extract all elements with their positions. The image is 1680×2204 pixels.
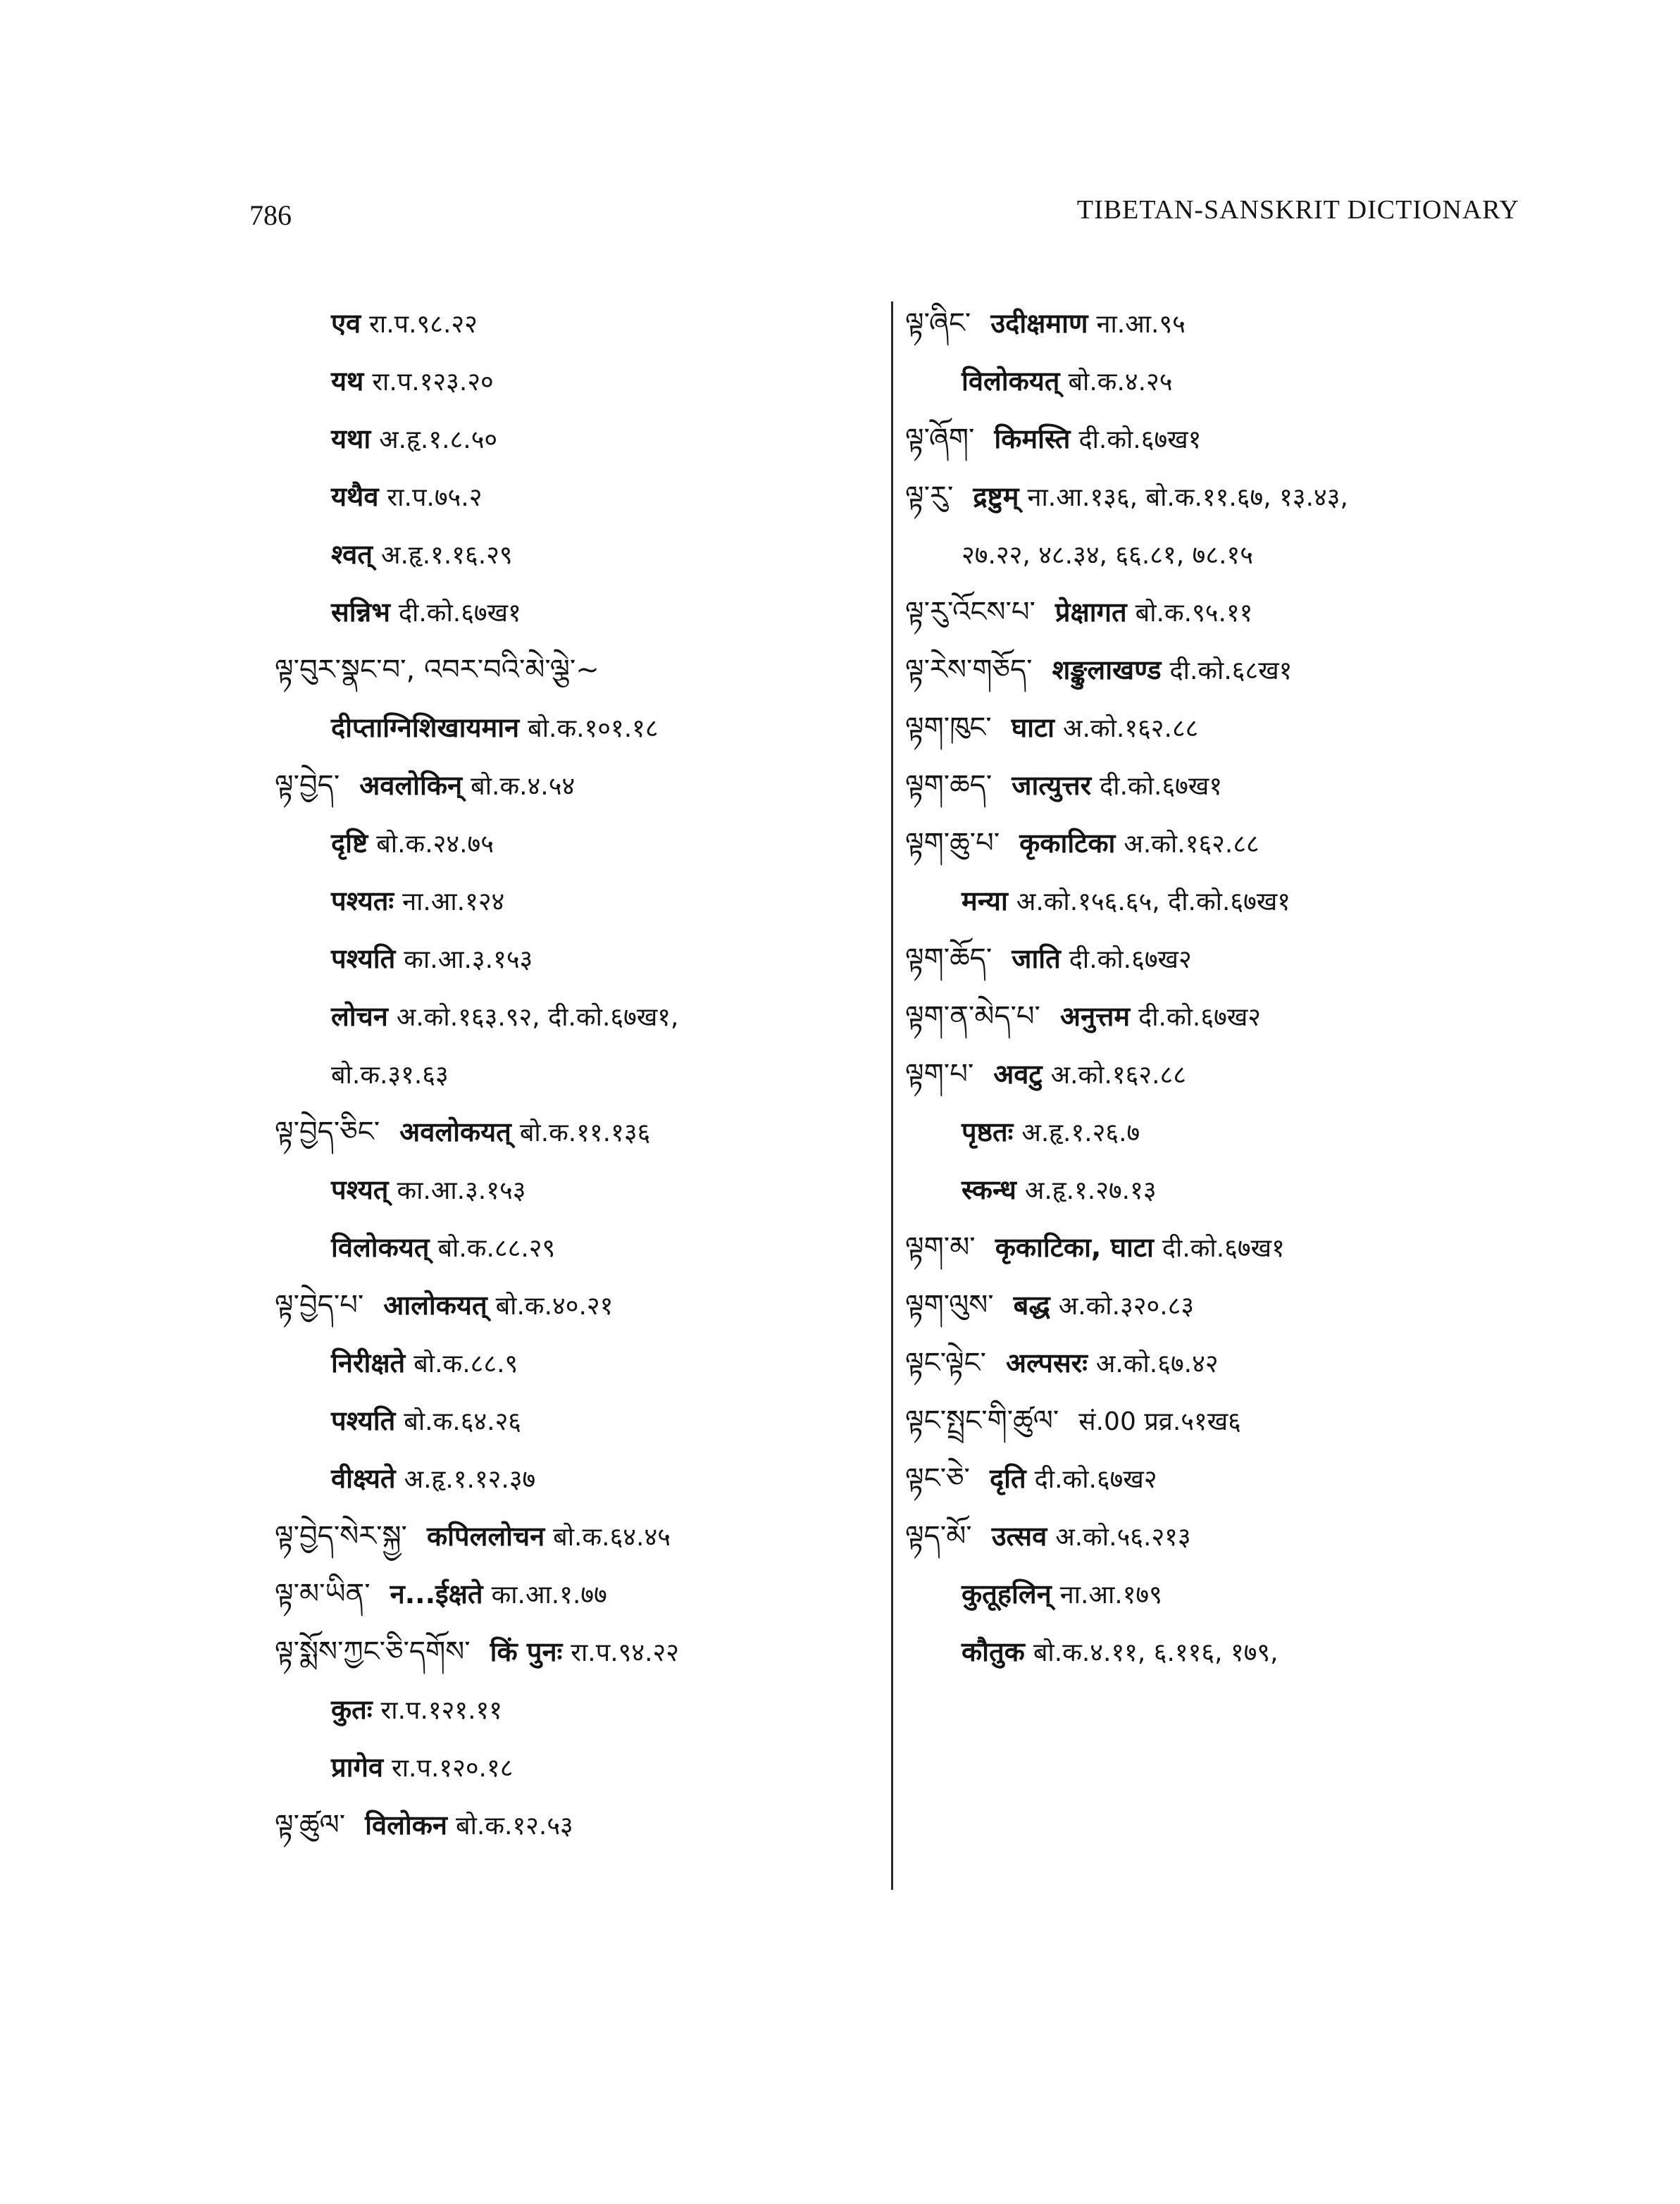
source-reference: दी.को.६७ख१ (1078, 425, 1202, 454)
dictionary-entry (905, 410, 1539, 468)
tibetan-headword: ལྟད་མོ་ (905, 1520, 972, 1552)
sanskrit-equivalent: अनुत्तम (1059, 1001, 1131, 1032)
tibetan-headword: ལྟག་ན་མེད་པ་ (905, 1000, 1040, 1033)
dictionary-entry (275, 352, 881, 410)
source-reference: रा.प.७५.२ (387, 483, 483, 512)
source-reference: बो.क.३१.६३ (331, 1061, 449, 1090)
sanskrit-equivalent: किं पुनः (490, 1636, 563, 1667)
sanskrit-equivalent: द्रष्टुम् (973, 481, 1019, 512)
dictionary-entry (275, 1103, 881, 1161)
source-reference: बो.क.४.११, ६.११६, १७९, (1033, 1638, 1278, 1667)
dictionary-entry (275, 1276, 881, 1334)
running-title: TIBETAN-SANSKRIT DICTIONARY (1076, 195, 1519, 225)
source-reference: दी.को.६७ख१ (1162, 1234, 1285, 1263)
column-divider (891, 301, 893, 1890)
dictionary-entry (275, 468, 881, 525)
source-reference: रा.प.१२१.११ (380, 1696, 502, 1725)
sanskrit-equivalent: कुतः (331, 1694, 373, 1725)
dictionary-entry (905, 1276, 1539, 1334)
tibetan-headword: ལྟ་བུར་སྣང་བ་, འབར་བའི་མེ་ལྕེ་~ (275, 654, 599, 686)
source-reference: रा.प.९४.२२ (571, 1638, 679, 1667)
sanskrit-equivalent: पश्यत् (331, 1174, 389, 1205)
tibetan-headword: ལྟག་ཁུང་ (905, 711, 992, 744)
source-reference: का.आ.१.७७ (491, 1581, 607, 1610)
dictionary-entry (905, 468, 1539, 525)
source-reference: का.आ.३.१५३ (404, 945, 533, 974)
tibetan-headword: ལྟ་བྱེད་པ་ (275, 1289, 364, 1321)
sanskrit-equivalent: जात्युत्तर (1012, 770, 1092, 801)
sanskrit-equivalent: कृकाटिका (1019, 828, 1116, 859)
dictionary-entry (905, 352, 1539, 410)
dictionary-entry (275, 988, 881, 1045)
tibetan-headword: ལྟ་ཚུལ་ (275, 1809, 346, 1841)
source-reference: दी.को.६७ख१ (398, 599, 521, 628)
left-column (275, 294, 881, 1854)
sanskrit-equivalent: उत्सव (991, 1521, 1047, 1552)
sanskrit-equivalent: लोचन (331, 1001, 388, 1032)
sanskrit-equivalent: यथैव (331, 481, 379, 512)
sanskrit-equivalent: पश्यति (331, 1405, 396, 1436)
sanskrit-equivalent: अल्पसरः (1006, 1347, 1088, 1378)
dictionary-entry (905, 1507, 1539, 1565)
dictionary-entry (275, 525, 881, 583)
sanskrit-equivalent: अवलोकयत् (399, 1116, 511, 1147)
sanskrit-equivalent: शङ्कुलाखण्ड (1052, 654, 1162, 685)
dictionary-entry (905, 930, 1539, 988)
dictionary-entry (905, 1623, 1539, 1681)
dictionary-entry (905, 1219, 1539, 1276)
sanskrit-equivalent: एव (331, 308, 361, 339)
source-reference: दी.को.६७ख१ (1100, 772, 1223, 801)
sanskrit-equivalent: विलोकयत् (962, 366, 1060, 397)
source-reference: अ.को.३२०.८३ (1058, 1292, 1195, 1321)
sanskrit-equivalent: पश्यतः (331, 885, 394, 916)
tibetan-headword: ལྟ་བྱེད་ཅིང་ (275, 1116, 380, 1148)
dictionary-entry (905, 872, 1539, 930)
dictionary-entry (275, 294, 881, 352)
dictionary-entry (275, 872, 881, 930)
sanskrit-equivalent: कृकाटिका, घाटा (995, 1232, 1154, 1263)
dictionary-entry (275, 1392, 881, 1450)
dictionary-entry (275, 410, 881, 468)
sanskrit-equivalent: जाति (1012, 943, 1061, 974)
dictionary-entry (905, 1392, 1539, 1450)
dictionary-entry (905, 294, 1539, 352)
tibetan-headword: ལྟ་ཞིང་ (905, 307, 971, 340)
dictionary-entry (275, 1507, 881, 1565)
dictionary-entry (275, 1623, 881, 1681)
source-reference: बो.क.८८.९ (413, 1350, 518, 1378)
sanskrit-equivalent: सन्निभ (331, 597, 390, 628)
dictionary-entry (275, 1219, 881, 1276)
source-reference: बो.क.६४.४५ (553, 1523, 671, 1552)
source-reference: अ.को.१६२.८८ (1050, 1061, 1186, 1090)
sanskrit-equivalent: वीक्ष्यते (331, 1463, 396, 1494)
sanskrit-equivalent: बद्ध (1013, 1290, 1050, 1321)
dictionary-entry (275, 1161, 881, 1219)
source-reference: बो.क.१०१.१८ (528, 714, 659, 743)
dictionary-entry (275, 641, 881, 699)
source-reference: दी.को.६७ख२ (1069, 945, 1192, 974)
dictionary-entry (905, 641, 1539, 699)
tibetan-headword: ལྟ་བྱེད་ (275, 769, 340, 802)
sanskrit-equivalent: न...ईक्षते (390, 1579, 483, 1610)
sanskrit-equivalent: दीप्ताग्निशिखायमान (331, 712, 520, 743)
sanskrit-equivalent: पश्यति (331, 943, 396, 974)
sanskrit-equivalent: निरीक्षते (331, 1347, 406, 1378)
sanskrit-equivalent: प्रागेव (331, 1752, 383, 1783)
sanskrit-equivalent: यथ (331, 366, 364, 397)
dictionary-entry (905, 757, 1539, 814)
sanskrit-equivalent: यथा (331, 423, 371, 454)
dictionary-entry (905, 583, 1539, 641)
tibetan-headword: ལྟང་ཅེ་ (905, 1462, 970, 1495)
source-reference: ना.आ.१३६, बो.क.११.६७, १३.४३, (1027, 483, 1348, 512)
tibetan-headword: ལྟ་བྱེད་སེར་སྐྱ་ (275, 1520, 407, 1552)
source-reference: अ.को.६७.४२ (1095, 1350, 1219, 1378)
source-reference: रा.प.१२०.१८ (392, 1754, 514, 1783)
dictionary-entry (275, 757, 881, 814)
sanskrit-equivalent: दृति (989, 1463, 1026, 1494)
source-reference: अ.को.१६२.८८ (1124, 830, 1259, 859)
source-reference: अ.हृ.१.१६.२९ (380, 541, 513, 570)
page-number: 786 (249, 199, 292, 231)
source-reference: अ.हृ.१.२६.७ (1021, 1119, 1140, 1147)
source-reference: दी.को.६८ख१ (1169, 656, 1293, 685)
source-reference: २७.२२, ४८.३४, ६६.८१, ७८.१५ (962, 541, 1253, 570)
dictionary-entry (275, 1450, 881, 1507)
sanskrit-equivalent: किमस्ति (994, 423, 1071, 454)
sanskrit-equivalent: अवटु (993, 1059, 1043, 1090)
source-reference: अ.हृ.१.८.५० (379, 425, 498, 454)
source-reference: बो.क.४.२५ (1068, 368, 1173, 397)
sanskrit-equivalent: घाटा (1011, 712, 1054, 743)
sanskrit-equivalent: दृष्टि (331, 828, 368, 859)
source-reference: बो.क.९५.११ (1135, 599, 1253, 628)
tibetan-headword: ལྟ་རུ་འོངས་པ་ (905, 596, 1035, 628)
tibetan-headword: ལྟ་མ་ཡིན་ (275, 1578, 371, 1610)
source-reference: सं.00 प्रव्र.५१ख६ (1078, 1407, 1241, 1436)
tibetan-headword: ལྟག་ཆད་ (905, 769, 993, 802)
dictionary-entry (905, 699, 1539, 757)
sanskrit-equivalent: उदीक्षमाण (990, 308, 1088, 339)
dictionary-entry (905, 988, 1539, 1045)
sanskrit-equivalent: श्वत् (331, 539, 373, 570)
tibetan-headword: ལྟག་ཆུ་པ་ (905, 827, 1000, 859)
dictionary-entry (905, 1334, 1539, 1392)
tibetan-headword: ལྟ་སྨོས་ཀྱང་ཅི་དགོས་ (275, 1636, 471, 1668)
source-reference: अ.को.१५६.६५, दी.को.६७ख१ (1016, 888, 1291, 916)
dictionary-entry (275, 583, 881, 641)
sanskrit-equivalent: अवलोकिन् (359, 770, 463, 801)
dictionary-entry (275, 1796, 881, 1854)
source-reference: रा.प.१२३.२० (372, 368, 494, 397)
source-reference: अ.को.१६३.९२, दी.को.६७ख१, (396, 1003, 679, 1032)
tibetan-headword: ལྟ་རེས་གཅོད་ (905, 654, 1033, 686)
dictionary-entry (905, 1565, 1539, 1623)
source-reference: अ.हृ.१.१२.३७ (404, 1465, 536, 1494)
dictionary-entry (275, 1045, 881, 1103)
dictionary-entry (275, 699, 881, 757)
source-reference: ना.आ.९५ (1096, 310, 1186, 339)
sanskrit-equivalent: स्कन्ध (962, 1174, 1016, 1205)
sanskrit-equivalent: मन्या (962, 885, 1008, 916)
sanskrit-equivalent: प्रेक्षागत (1054, 597, 1127, 628)
source-reference: बो.क.११.१३६ (519, 1119, 651, 1147)
dictionary-entry (905, 814, 1539, 872)
source-reference: दी.को.६७ख२ (1034, 1465, 1157, 1494)
dictionary-entry (275, 814, 881, 872)
dictionary-entry (275, 1738, 881, 1796)
tibetan-headword: ལྟག་ལུས་ (905, 1289, 994, 1321)
sanskrit-equivalent: कपिललोचन (426, 1521, 545, 1552)
source-reference: अ.को.५६.२१३ (1055, 1523, 1191, 1552)
dictionary-entry (905, 1045, 1539, 1103)
source-reference: ना.आ.१७९ (1059, 1581, 1162, 1610)
source-reference: बो.क.८८.२९ (437, 1234, 556, 1263)
dictionary-entry (905, 1161, 1539, 1219)
source-reference: दी.को.६७ख२ (1138, 1003, 1261, 1032)
right-column (905, 294, 1539, 1681)
source-reference: रा.प.९८.२२ (369, 310, 478, 339)
sanskrit-equivalent: विलोकन (365, 1810, 448, 1841)
source-reference: बो.क.४.५४ (471, 772, 575, 801)
tibetan-headword: ལྟང་སྤྲང་གི་ཚུལ་ (905, 1405, 1059, 1437)
dictionary-entry (905, 1103, 1539, 1161)
source-reference: अ.को.१६२.८८ (1062, 714, 1199, 743)
dictionary-entry (275, 930, 881, 988)
sanskrit-equivalent: विलोकयत् (331, 1232, 430, 1263)
tibetan-headword: ལྟག་མ་ (905, 1231, 976, 1264)
tibetan-headword: ལྟ་རུ་ (905, 480, 954, 513)
tibetan-headword: ལྟག་པ་ (905, 1058, 974, 1090)
sanskrit-equivalent: कुतूहलिन् (962, 1579, 1052, 1610)
tibetan-headword: ལྟ་ཞོག་ (905, 423, 975, 455)
dictionary-entry (905, 1450, 1539, 1507)
tibetan-headword: ལྟང་ལྟེང་ (905, 1347, 987, 1379)
dictionary-entry (275, 1681, 881, 1738)
sanskrit-equivalent: पृष्ठतः (962, 1116, 1014, 1147)
sanskrit-equivalent: आलोकयत् (383, 1290, 487, 1321)
source-reference: ना.आ.१२४ (402, 888, 505, 916)
sanskrit-equivalent: कौतुक (962, 1636, 1025, 1667)
source-reference: का.आ.३.१५३ (397, 1176, 526, 1205)
source-reference: बो.क.४०.२१ (495, 1292, 614, 1321)
dictionary-entry (275, 1565, 881, 1623)
source-reference: बो.क.२४.७५ (376, 830, 494, 859)
source-reference: अ.हृ.१.२७.१३ (1024, 1176, 1157, 1205)
source-reference: बो.क.१२.५३ (456, 1812, 573, 1841)
tibetan-headword: ལྟག་ཆོད་ (905, 942, 993, 975)
dictionary-entry (275, 1334, 881, 1392)
dictionary-entry (905, 525, 1539, 583)
source-reference: बो.क.६४.२६ (404, 1407, 522, 1436)
